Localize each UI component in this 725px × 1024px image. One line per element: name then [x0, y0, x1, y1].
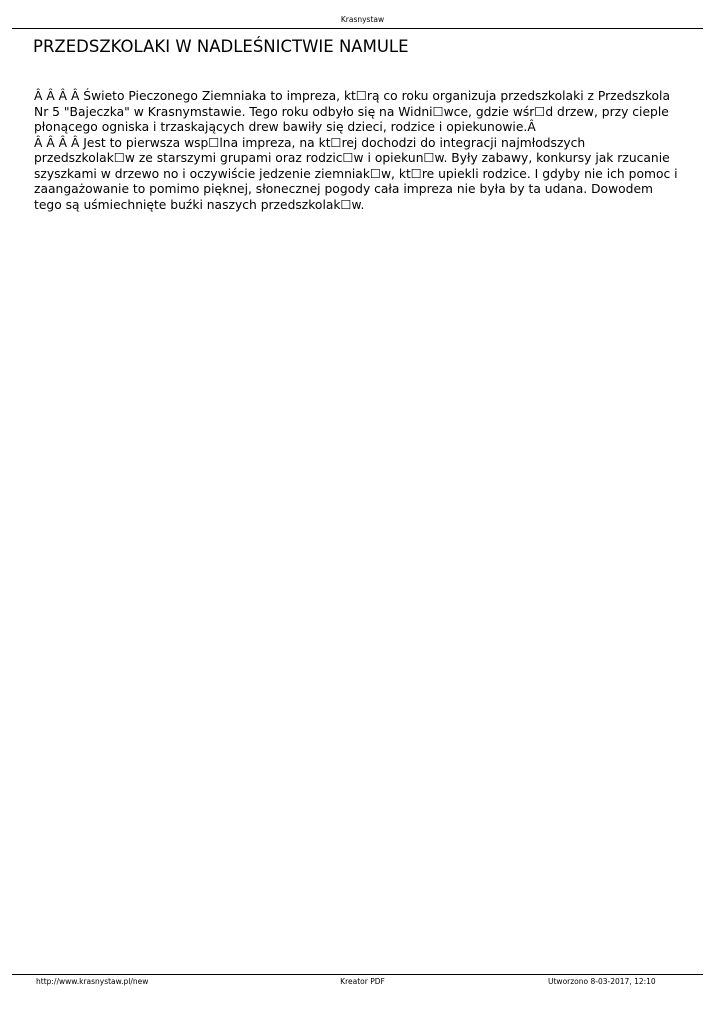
footer-generator: Kreator PDF [340, 977, 385, 986]
article-title: PRZEDSZKOLAKI W NADLEŚNICTWIE NAMULE [33, 37, 409, 56]
header-site-name: Krasnystaw [340, 15, 385, 24]
header-divider [12, 28, 703, 29]
footer-created-date: Utworzono 8-03-2017, 12:10 [548, 977, 656, 986]
footer-divider [12, 974, 703, 975]
article-paragraph-1: Â Â Â Â Świeto Pieczonego Ziemniaka to impreza, kt☐rą co roku organizuja przedszkolaki z Przedszkola Nr 5 "Bajeczka" w Krasnymstawie. Tego roku odbyło się na Widni☐wce, gdzie wśr☐d drzew, przy cieple płonącego ogniska i trzaskających drew bawiły się dzieci, rodzice i opiekunowie.Â [34, 89, 670, 134]
article-paragraph-2: Â Â Â Â Jest to pierwsza wsp☐lna impreza, na kt☐rej dochodzi do integracji najmłodszych przedszkolak☐w ze starszymi grupami oraz rodzic☐w i opiekun☐w. Były zabawy, konkursy jak rzucanie szyszkami w drzewo no i oczywiście jedzenie ziemniak☐w, kt☐re upiekli rodzice. I gdyby nie ich pomoc i zaangażowanie to pomimo pięknej, słonecznej pogody cała impreza nie była by ta udana. Dowodem tego są uśmiechnięte buźki naszych przedszkolak☐w. [34, 135, 678, 212]
footer-url: http://www.krasnystaw.pl/new [36, 977, 149, 986]
article-body [34, 89, 684, 213]
